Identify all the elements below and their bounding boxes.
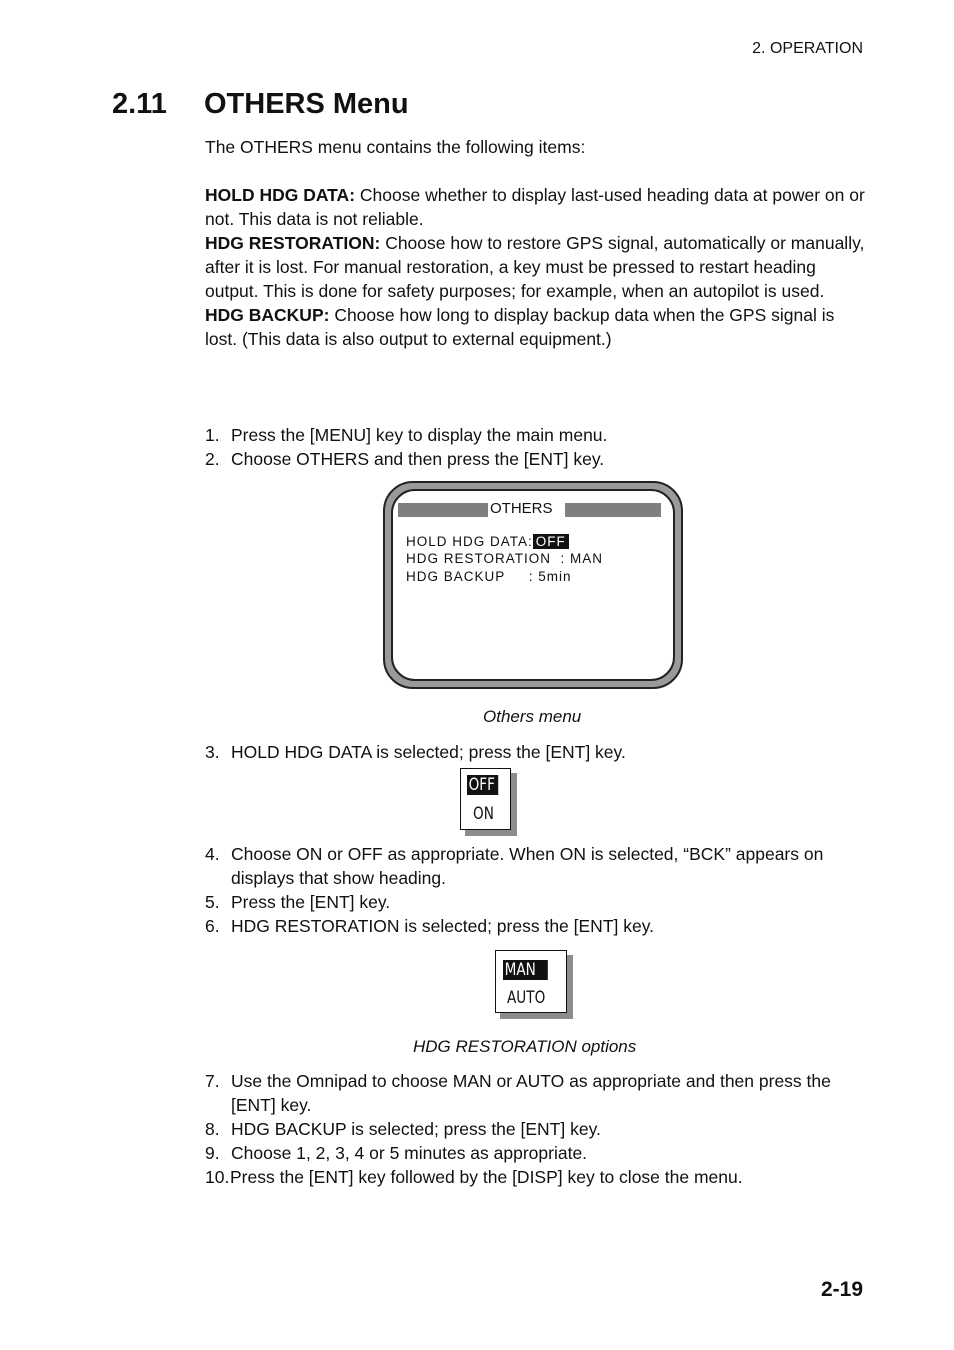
screen-title-bar-left [398, 503, 488, 517]
step-number: 9. [205, 1143, 220, 1163]
step-number: 7. [205, 1071, 220, 1091]
item-desc: Choose whether to display last-used heading data at power on or not. This data is not reliable. [205, 185, 865, 229]
item-desc: Choose how to restore GPS signal, automatically or manually, after it is lost. For manual restoration, a key must be pressed to restart heading output. This is done for safety purposes; for example, when an autopilot is used. [205, 233, 865, 301]
step-number: 1. [205, 425, 220, 445]
item-term: HDG RESTORATION: [205, 233, 381, 253]
screen-menu-title: OTHERS [490, 500, 553, 517]
item-hdg-restoration [205, 231, 865, 303]
option-man-selected: MAN [503, 960, 548, 980]
display-screen [391, 489, 675, 681]
step-text: Press the [ENT] key. [231, 892, 391, 912]
figure-caption-hdg-restoration: HDG RESTORATION options [413, 1037, 637, 1056]
step-text: HOLD HDG DATA is selected; press the [ENT] key. [231, 742, 626, 762]
step-text: HDG RESTORATION is selected; press the [ENT] key. [231, 916, 655, 936]
screen-line-hdg-backup: HDG BACKUP : 5min [406, 569, 572, 584]
option-on: ON [473, 804, 494, 824]
step-number: 10. [205, 1167, 230, 1187]
page-number: 2-19 [820, 1278, 863, 1301]
step-2 [205, 447, 865, 471]
step-5 [205, 890, 865, 914]
step-number: 2. [205, 449, 220, 469]
step-8 [205, 1117, 865, 1141]
step-7 [205, 1069, 865, 1117]
step-text: Choose 1, 2, 3, 4 or 5 minutes as appropriate. [231, 1143, 588, 1163]
step-4 [205, 842, 865, 890]
step-9 [205, 1141, 865, 1165]
screen-selected-value: OFF [533, 534, 569, 549]
section-title [112, 88, 409, 121]
step-10 [205, 1165, 865, 1189]
step-text: HDG BACKUP is selected; press the [ENT] key. [231, 1119, 601, 1139]
item-hold-hdg-data [205, 183, 865, 231]
item-hdg-backup [205, 303, 865, 351]
step-number: 4. [205, 844, 220, 864]
step-number: 6. [205, 916, 220, 936]
section-number: 2.11 [112, 88, 167, 120]
screen-line-hold-hdg-data [406, 534, 569, 549]
screen-line-label: HOLD HDG DATA: [406, 534, 533, 549]
step-text: Choose OTHERS and then press the [ENT] key. [231, 449, 605, 469]
item-term: HDG BACKUP: [205, 305, 330, 325]
running-header: 2. OPERATION [752, 40, 863, 57]
item-desc: Choose how long to display backup data when the GPS signal is lost. (This data is also output to external equipment.) [205, 305, 835, 349]
step-text: Press the [ENT] key followed by the [DISP] key to close the menu. [230, 1167, 743, 1187]
step-number: 5. [205, 892, 220, 912]
step-text: Press the [MENU] key to display the main menu. [231, 425, 608, 445]
item-term: HOLD HDG DATA: [205, 185, 356, 205]
step-3 [205, 740, 865, 764]
step-number: 3. [205, 742, 220, 762]
option-off-selected: OFF [467, 775, 498, 795]
step-text: Use the Omnipad to choose MAN or AUTO as appropriate and then press the [ENT] key. [231, 1071, 831, 1115]
step-text: Choose ON or OFF as appropriate. When ON is selected, “BCK” appears on displays that show heading. [231, 844, 824, 888]
section-title-text: OTHERS Menu [204, 88, 409, 120]
item-definitions [205, 183, 865, 351]
screen-title-bar-right [565, 503, 661, 517]
option-auto: AUTO [507, 988, 546, 1008]
step-number: 8. [205, 1119, 220, 1139]
step-6 [205, 914, 865, 938]
figure-caption-others-menu: Others menu [483, 707, 582, 726]
intro-paragraph: The OTHERS menu contains the following items: [205, 137, 586, 157]
step-1 [205, 423, 865, 447]
screen-line-hdg-restoration: HDG RESTORATION : MAN [406, 551, 604, 566]
